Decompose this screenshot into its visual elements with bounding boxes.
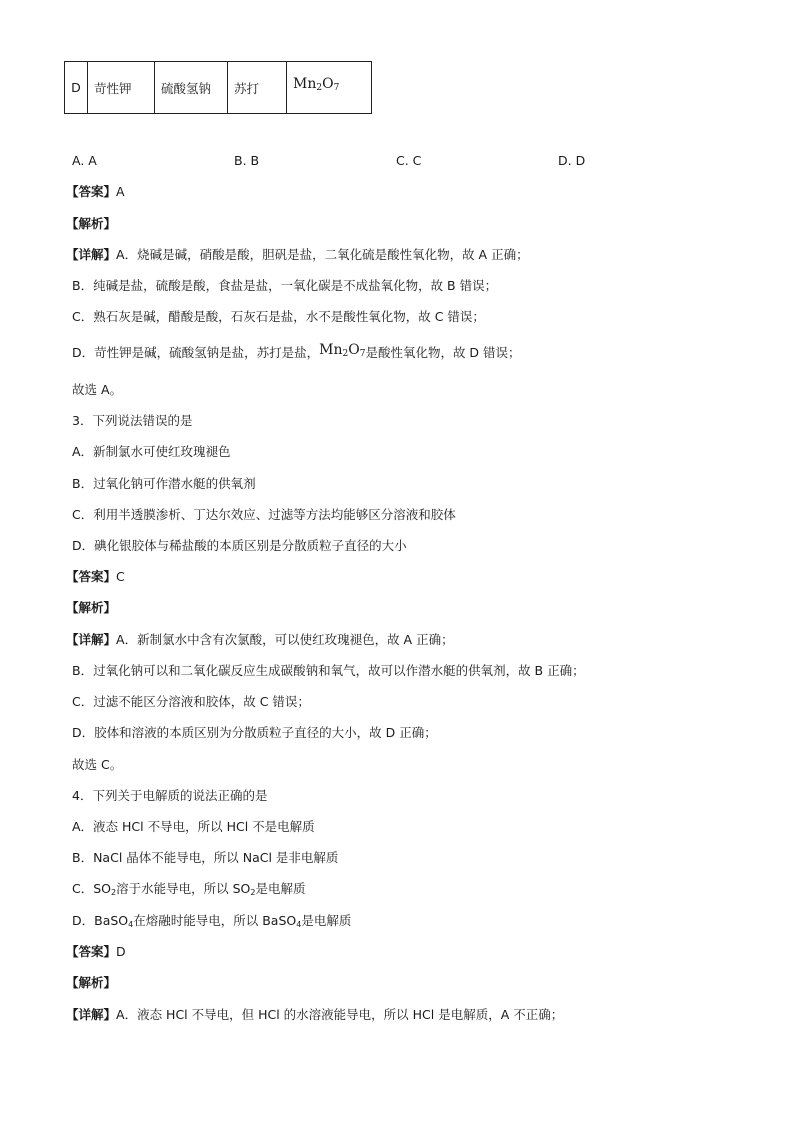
q3-detail-a: 【详解】A．新制氯水中含有次氯酸，可以使红玫瑰褪色，故 A 正确； xyxy=(66,632,454,647)
q3-option-a: A．新制氯水可使红玫瑰褪色 xyxy=(72,444,231,459)
q2-option-c: C. C xyxy=(396,153,422,168)
q3-option-b: B．过氧化钠可作潜水艇的供氧剂 xyxy=(72,476,256,491)
q3-analysis-label: 【解析】 xyxy=(66,600,117,615)
table-row xyxy=(65,62,372,114)
q3-answer: 【答案】C xyxy=(66,569,125,584)
q2-conclusion: 故选 A。 xyxy=(72,382,123,397)
classification-table-fragment xyxy=(64,61,372,114)
formula-mn2o7-inline: $Mn_2O_7$ xyxy=(319,342,366,359)
formula-mn2o7: $Mn_2O_7$ xyxy=(293,76,340,93)
q2-answer: 【答案】A xyxy=(66,184,125,199)
q2-detail-b: B．纯碱是盐，硫酸是酸，食盐是盐，一氧化碳是不成盐氧化物，故 B 错误； xyxy=(72,278,498,293)
q4-option-a: A．液态 HCl 不导电，所以 HCl 不是电解质 xyxy=(72,819,315,834)
table-cell-salt: 硫酸氢钠 xyxy=(155,62,228,114)
q2-analysis-label: 【解析】 xyxy=(66,216,117,231)
q2-detail-a: 【详解】A．烧碱是碱，硝酸是酸，胆矾是盐，二氧化硫是酸性氧化物，故 A 正确； xyxy=(66,247,529,262)
q3-option-d: D．碘化银胶体与稀盐酸的本质区别是分散质粒子直径的大小 xyxy=(72,538,407,553)
table-cell-row-label: D xyxy=(65,62,88,114)
q3-conclusion: 故选 C。 xyxy=(72,757,123,772)
q2-option-b: B. B xyxy=(234,153,260,168)
table-cell-base: 苛性钾 xyxy=(88,62,155,114)
q4-option-c: C．$SO_2$溶于水能导电，所以 $SO_2$是电解质 xyxy=(72,881,306,897)
q4-option-d: D．BaSO$_4$在熔融时能导电，所以 BaSO$_4$是电解质 xyxy=(72,913,352,929)
q4-analysis-label: 【解析】 xyxy=(66,975,117,990)
q3-detail-b: B．过氧化钠可以和二氧化碳反应生成碳酸钠和氧气，故可以作潜水艇的供氧剂，故 B 正确； xyxy=(72,663,585,678)
q2-option-d: D. D xyxy=(558,153,586,168)
q2-option-a: A. A xyxy=(72,153,97,168)
q3-title: 3．下列说法错误的是 xyxy=(72,413,193,428)
q2-detail-d: D．苛性钾是碱，硫酸氢钠是盐，苏打是盐，$Mn_2O_7$是酸性氧化物，故 D 错误； xyxy=(72,342,521,360)
q4-answer: 【答案】D xyxy=(66,944,126,959)
q2-detail-c: C．熟石灰是碱，醋酸是酸，石灰石是盐，水不是酸性氧化物，故 C 错误； xyxy=(72,309,485,324)
q3-detail-c: C．过滤不能区分溶液和胶体，故 C 错误； xyxy=(72,694,310,709)
table-cell-salt2: 苏打 xyxy=(228,62,287,114)
q4-detail-a: 【详解】A．液态 HCl 不导电，但 HCl 的水溶液能导电，所以 HCl 是电解质，A 不正确； xyxy=(66,1007,564,1022)
q4-option-b: B．NaCl 晶体不能导电，所以 NaCl 是非电解质 xyxy=(72,850,339,865)
q3-detail-d: D．胶体和溶液的本质区别为分散质粒子直径的大小，故 D 正确； xyxy=(72,725,437,740)
table-cell-oxide xyxy=(287,62,372,114)
q3-option-c: C．利用半透膜渗析、丁达尔效应、过滤等方法均能够区分溶液和胶体 xyxy=(72,507,456,522)
q4-title: 4．下列关于电解质的说法正确的是 xyxy=(72,788,268,803)
